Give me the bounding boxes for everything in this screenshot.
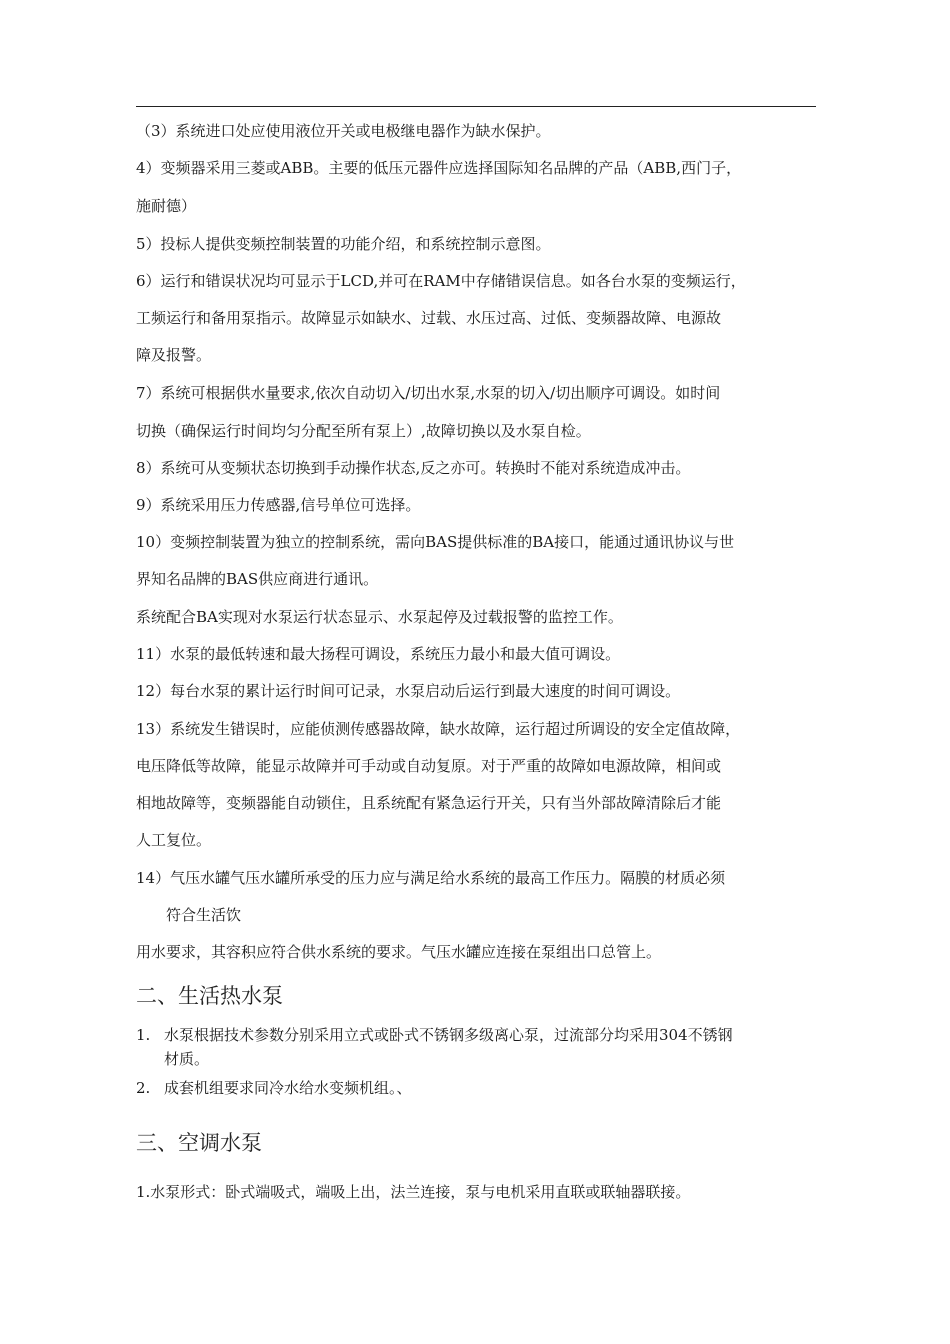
paragraph-line: 界知名品牌的BAS供应商进行通讯。	[136, 570, 379, 588]
paragraph-line: 11）水泵的最低转速和最大扬程可调设，系统压力最小和最大值可调设。	[136, 645, 621, 663]
paragraph-line: 相地故障等，变频器能自动锁住，且系统配有紧急运行开关，只有当外部故障清除后才能	[136, 794, 722, 812]
paragraph-line: 6）运行和错误状况均可显示于LCD,并可在RAM中存储错误信息。如各台水泵的变频运行，	[136, 272, 746, 290]
paragraph-line: 10）变频控制装置为独立的控制系统，需向BAS提供标准的BA接口，能通过通讯协议与世	[136, 533, 735, 551]
paragraph-line: 4）变频器采用三菱或ABB。主要的低压元器件应选择国际知名品牌的产品（ABB,西门子，	[136, 159, 742, 177]
header-rule	[136, 106, 816, 107]
paragraph-line: 切换（确保运行时间均匀分配至所有泵上）,故障切换以及水泵自检。	[136, 422, 591, 440]
list-item	[136, 1078, 412, 1098]
paragraph-line: 9）系统采用压力传感器,信号单位可选择。	[136, 496, 421, 514]
paragraph-line: 人工复位。	[136, 831, 212, 849]
list-number: 2.	[136, 1079, 151, 1097]
paragraph-line: 1.水泵形式：卧式端吸式，端吸上出，法兰连接，泵与电机采用直联或联轴器联接。	[136, 1183, 691, 1201]
list-text: 成套机组要求同冷水给水变频机组。、	[164, 1079, 412, 1097]
paragraph-line: 电压降低等故障，能显示故障并可手动或自动复原。对于严重的故障如电源故障，相间或	[136, 757, 722, 775]
list-item	[136, 1025, 733, 1045]
paragraph-line: 12）每台水泵的累计运行时间可记录，水泵启动后运行到最大速度的时间可调设。	[136, 682, 681, 700]
section-heading: 二、生活热水泵	[136, 984, 283, 1008]
paragraph-line: 7）系统可根据供水量要求,依次自动切入/切出水泵,水泵的切入/切出顺序可调设。如时间	[136, 384, 721, 402]
paragraph-line: 障及报警。	[136, 346, 212, 364]
paragraph-line: 5）投标人提供变频控制装置的功能介绍，和系统控制示意图。	[136, 235, 551, 253]
section-heading: 三、空调水泵	[136, 1131, 262, 1155]
paragraph-line: （3）系统进口处应使用液位开关或电极继电器作为缺水保护。	[136, 122, 551, 140]
list-text: 水泵根据技术参数分别采用立式或卧式不锈钢多级离心泵，过流部分均采用304不锈钢	[164, 1026, 733, 1044]
paragraph-line: 施耐德）	[136, 197, 197, 215]
list-number: 1.	[136, 1026, 151, 1044]
paragraph-line: 系统配合BA实现对水泵运行状态显示、水泵起停及过载报警的监控工作。	[136, 608, 623, 626]
list-text-continued: 材质。	[164, 1050, 210, 1068]
paragraph-line: 工频运行和备用泵指示。故障显示如缺水、过载、水压过高、过低、变频器故障、电源故	[136, 309, 722, 327]
paragraph-line: 14）气压水罐气压水罐所承受的压力应与满足给水系统的最高工作压力。隔膜的材质必须	[136, 869, 726, 887]
paragraph-line: 13）系统发生错误时，应能侦测传感器故障，缺水故障，运行超过所调设的安全定值故障，	[136, 720, 741, 738]
paragraph-line: 8）系统可从变频状态切换到手动操作状态,反之亦可。转换时不能对系统造成冲击。	[136, 459, 691, 477]
paragraph-line: 用水要求，其容积应符合供水系统的要求。气压水罐应连接在泵组出口总管上。	[136, 943, 662, 961]
paragraph-line: 符合生活饮	[166, 906, 242, 924]
